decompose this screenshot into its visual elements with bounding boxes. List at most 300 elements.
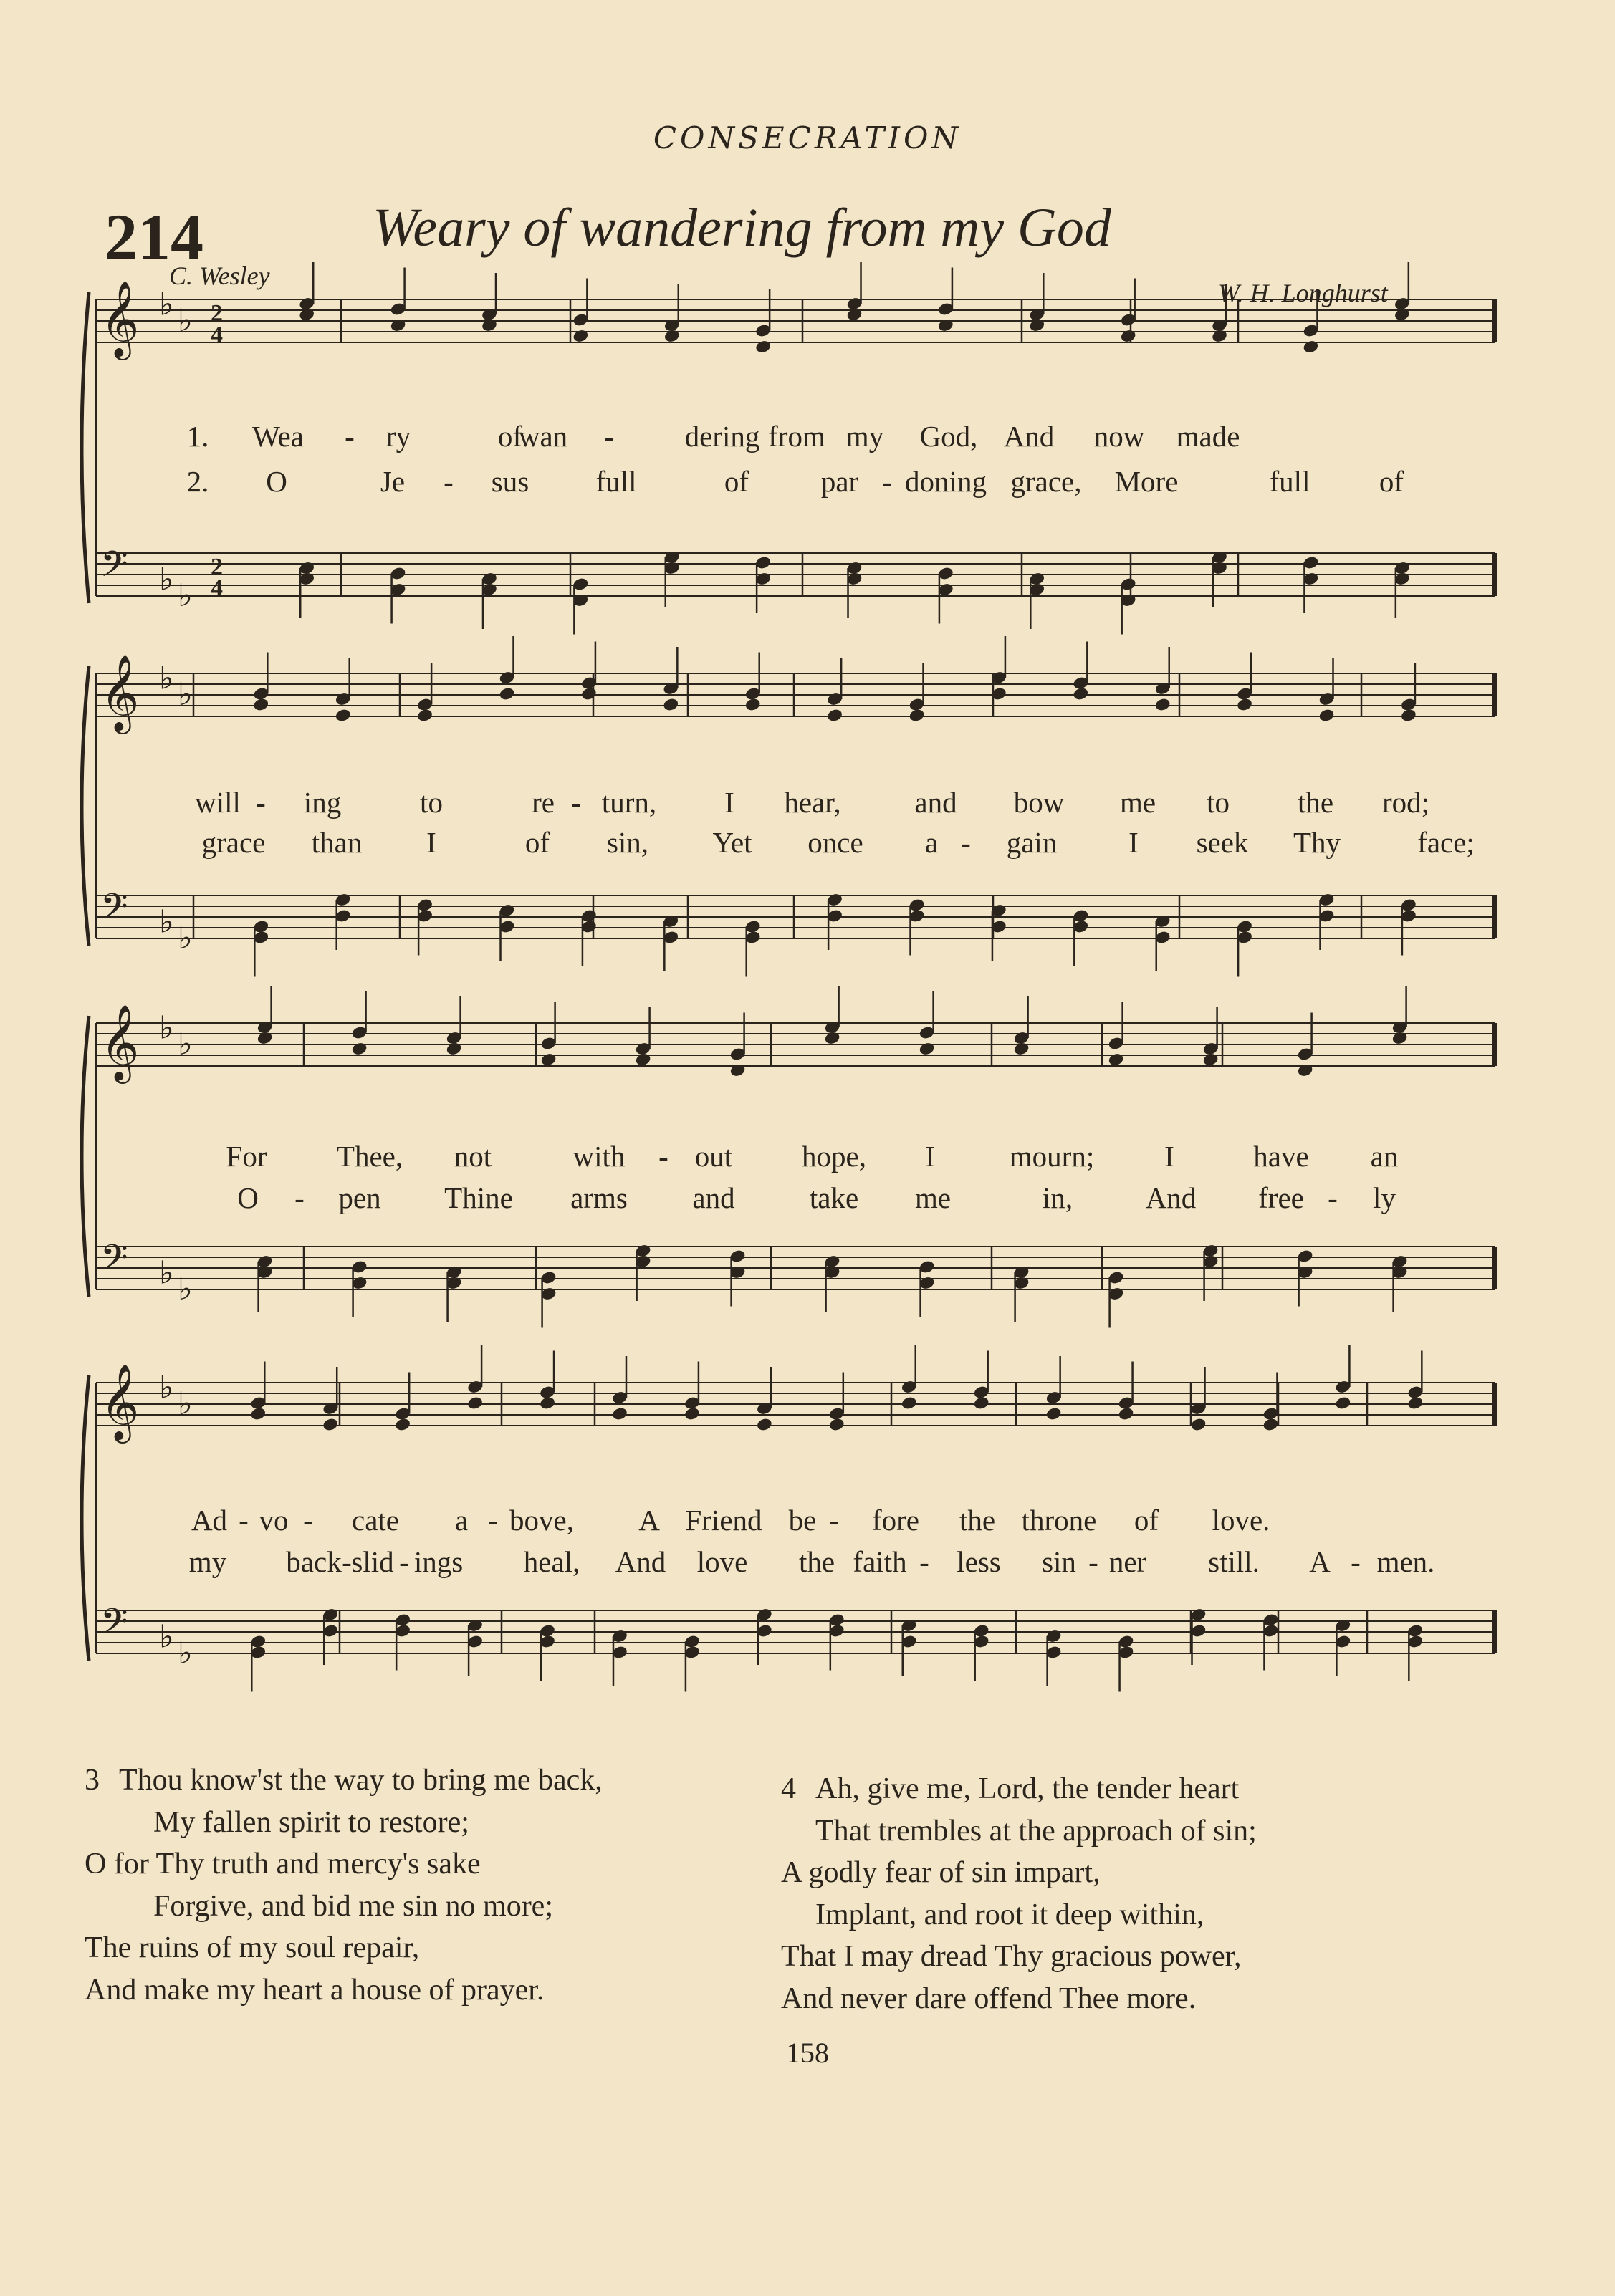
lyric-syllable: fore: [871, 1504, 920, 1537]
note-head: [481, 307, 498, 322]
lyric-syllable: 2.: [186, 465, 209, 498]
lyric-syllable: my: [188, 1545, 227, 1578]
verse-number: 3: [85, 1764, 100, 1797]
note-head: [937, 318, 954, 333]
note-head: [335, 893, 352, 908]
note-head: [828, 1613, 845, 1628]
note-head: [499, 903, 516, 918]
note-head: [828, 1406, 845, 1421]
flat-icon: ♭: [178, 1271, 193, 1307]
lyric-syllable: -: [571, 786, 581, 819]
lyric-syllable: I: [1164, 1140, 1174, 1173]
note-head: [846, 307, 863, 322]
note-head: [252, 686, 269, 701]
note-head: [1318, 908, 1336, 923]
lyric-syllable: Ad: [191, 1504, 228, 1537]
lyric-syllable: and: [914, 786, 957, 819]
note-head: [394, 1406, 411, 1421]
note-head: [1202, 1052, 1219, 1067]
lyric-syllable: of: [1134, 1504, 1159, 1537]
lyric-syllable: -: [303, 1504, 313, 1537]
lyric-syllable: me: [914, 1181, 952, 1214]
note-head: [580, 676, 598, 691]
note-head: [416, 908, 433, 923]
note-head: [973, 1385, 990, 1400]
note-head: [572, 312, 589, 327]
lyric-syllable: Thee,: [336, 1140, 403, 1173]
note-head: [919, 1276, 936, 1291]
note-head: [1202, 1042, 1219, 1057]
note-head: [1120, 577, 1137, 592]
flat-icon: ♭: [159, 1009, 174, 1047]
note-head: [824, 1031, 841, 1046]
lyric-syllable: -: [342, 1545, 352, 1578]
lyric-syllable: -: [919, 1545, 929, 1578]
system2-verse1-lyrics: [0, 785, 1615, 821]
verse-text: A godly fear of sin impart,: [781, 1856, 1101, 1889]
note-head: [252, 697, 269, 712]
lyric-syllable: me: [1119, 786, 1156, 819]
note-head: [826, 692, 843, 707]
lyric-syllable: re: [532, 786, 555, 819]
note-head: [744, 930, 762, 945]
note-head: [826, 893, 843, 908]
note-head: [1108, 1270, 1125, 1285]
note-head: [909, 908, 926, 923]
lyric-syllable: than: [311, 826, 363, 859]
lyric-syllable: seek: [1196, 826, 1249, 859]
lyric-syllable: once: [808, 826, 863, 859]
lyric-syllable: now: [1093, 420, 1145, 453]
time-signature-top: 2: [211, 554, 223, 580]
note-head: [729, 1249, 747, 1264]
verse-line: [781, 1852, 1257, 1894]
lyric-syllable: with: [572, 1140, 626, 1173]
lyric-syllable: I: [1128, 826, 1139, 859]
time-signature-bottom: 4: [211, 322, 223, 348]
note-head: [252, 919, 269, 934]
lyric-syllable: have: [1253, 1140, 1309, 1173]
note-head: [1400, 708, 1417, 723]
flat-icon: ♭: [178, 1026, 193, 1062]
verse-4: [781, 1768, 1257, 2019]
lyric-syllable: grace,: [1010, 465, 1082, 498]
verse-text: That I may dread Thy gracious power,: [781, 1940, 1242, 1973]
note-head: [390, 302, 407, 317]
note-head: [909, 898, 926, 913]
flat-icon: ♭: [178, 920, 193, 956]
lyric-syllable: mourn;: [1009, 1140, 1095, 1173]
note-head: [1318, 692, 1336, 707]
note-head: [729, 1047, 747, 1062]
lyric-syllable: And: [1145, 1181, 1197, 1214]
note-head: [756, 1608, 773, 1623]
note-head: [1211, 329, 1228, 344]
lyric-syllable: gain: [1006, 826, 1058, 859]
lyric-syllable: grace: [201, 826, 266, 859]
note-head: [351, 1276, 368, 1291]
note-head: [1236, 686, 1253, 701]
note-head: [756, 1401, 773, 1416]
note-head: [846, 572, 863, 587]
verse-text: Forgive, and bid me sin no more;: [153, 1889, 553, 1923]
lyric-syllable: -: [256, 786, 266, 819]
note-head: [1400, 908, 1417, 923]
lyric-syllable: wan: [518, 420, 568, 453]
flat-icon: ♭: [159, 1618, 174, 1656]
lyric-syllable: faith: [853, 1545, 907, 1578]
system3-verse2-lyrics: [0, 1181, 1615, 1216]
verse-line: [85, 1886, 603, 1928]
note-head: [824, 1020, 841, 1035]
note-head: [826, 908, 843, 923]
hymn-title: Weary of wandering from my God: [373, 198, 1111, 258]
note-head: [540, 1036, 557, 1051]
note-head: [756, 1623, 773, 1638]
verse-text: Implant, and root it deep within,: [815, 1898, 1204, 1931]
lyric-syllable: love: [696, 1545, 748, 1578]
note-head: [1154, 914, 1171, 929]
lyric-syllable: Je: [380, 465, 406, 498]
note-head: [1236, 697, 1253, 712]
note-head: [499, 686, 516, 701]
lyric-syllable: par: [820, 465, 859, 498]
lyric-syllable: I: [925, 1140, 935, 1173]
note-head: [466, 1396, 484, 1411]
verse-line: [781, 1936, 1257, 1978]
lyric-syllable: rod;: [1381, 786, 1430, 819]
flat-icon: ♭: [159, 903, 174, 941]
lyric-syllable: -: [444, 465, 454, 498]
lyric-syllable: made: [1176, 420, 1240, 453]
lyric-syllable: men.: [1376, 1545, 1435, 1578]
note-head: [351, 1259, 368, 1274]
lyric-syllable: Yet: [712, 826, 752, 859]
lyric-syllable: ing: [303, 786, 342, 819]
note-head: [1211, 318, 1228, 333]
note-head: [937, 302, 954, 317]
note-head: [1190, 1417, 1207, 1432]
verse-line: [781, 1810, 1257, 1853]
note-head: [663, 561, 681, 576]
verse-text: And never dare offend Thee more.: [781, 1982, 1197, 2015]
verse-text: That trembles at the approach of sin;: [815, 1814, 1257, 1848]
note-head: [446, 1042, 463, 1057]
verse-line: [85, 1927, 603, 1969]
system4-verse2-lyrics: [0, 1545, 1615, 1580]
note-head: [1318, 893, 1336, 908]
note-head: [684, 1634, 701, 1649]
bass-clef-icon: 𝄢: [100, 544, 128, 594]
note-head: [390, 582, 407, 597]
flat-icon: ♭: [159, 286, 174, 323]
note-head: [1072, 676, 1089, 691]
note-head: [572, 593, 589, 608]
lyric-syllable: bow: [1013, 786, 1065, 819]
lyric-syllable: ings: [413, 1545, 464, 1578]
time-signature-bottom: 4: [211, 575, 223, 602]
lyric-syllable: from: [768, 420, 825, 453]
note-head: [1108, 1052, 1125, 1067]
note-head: [1028, 318, 1045, 333]
note-head: [1297, 1249, 1314, 1264]
hymn-number: 214: [105, 201, 203, 274]
verse-line: [85, 1759, 603, 1802]
note-head: [1120, 329, 1137, 344]
note-head: [990, 919, 1007, 934]
note-head: [1202, 1254, 1219, 1269]
note-head: [499, 671, 516, 686]
note-head: [1154, 681, 1171, 696]
lyric-syllable: ner: [1108, 1545, 1147, 1578]
lyric-syllable: More: [1114, 465, 1179, 498]
note-head: [846, 561, 863, 576]
note-head: [611, 1645, 628, 1660]
note-head: [611, 1390, 628, 1406]
note-head: [1394, 561, 1411, 576]
note-head: [390, 566, 407, 581]
note-head: [1028, 582, 1045, 597]
note-head: [539, 1623, 556, 1638]
verse-text: The ruins of my soul repair,: [85, 1931, 420, 1964]
system1-verse2-lyrics: [0, 464, 1615, 500]
lyric-syllable: full: [595, 465, 637, 498]
note-head: [540, 1270, 557, 1285]
note-head: [1302, 323, 1319, 338]
flat-icon: ♭: [178, 302, 193, 339]
note-head: [335, 692, 352, 707]
note-head: [298, 297, 315, 312]
lyric-syllable: -: [488, 1504, 498, 1537]
note-head: [1118, 1645, 1135, 1660]
lyric-syllable: -: [1328, 1181, 1338, 1214]
lyric-syllable: -: [1351, 1545, 1361, 1578]
note-head: [1013, 1042, 1030, 1057]
flat-icon: ♭: [159, 660, 174, 697]
note-head: [611, 1406, 628, 1421]
lyric-syllable: of: [1379, 465, 1404, 498]
note-head: [394, 1613, 411, 1628]
lyric-syllable: of: [524, 826, 550, 859]
time-signature-top: 2: [211, 300, 223, 327]
note-head: [1154, 697, 1171, 712]
system1-verse1-lyrics: [0, 419, 1615, 455]
lyric-syllable: a: [454, 1504, 469, 1537]
note-head: [1391, 1031, 1409, 1046]
note-head: [909, 697, 926, 712]
note-head: [1391, 1254, 1409, 1269]
note-head: [481, 572, 498, 587]
verse-text: Ah, give me, Lord, the tender heart: [815, 1772, 1240, 1805]
note-head: [937, 566, 954, 581]
note-head: [919, 1025, 936, 1040]
note-head: [1334, 1634, 1351, 1649]
note-head: [754, 572, 772, 587]
note-head: [635, 1052, 652, 1067]
note-head: [754, 323, 772, 338]
lyric-syllable: will: [195, 786, 241, 819]
note-head: [1297, 1265, 1314, 1280]
note-head: [1262, 1417, 1279, 1432]
lyric-syllable: And: [1003, 420, 1055, 453]
lyric-syllable: heal,: [523, 1545, 580, 1578]
lyric-syllable: A: [638, 1504, 660, 1537]
lyric-syllable: a: [924, 826, 939, 859]
note-head: [662, 681, 679, 696]
note-head: [1302, 340, 1319, 355]
note-head: [572, 577, 589, 592]
lyric-syllable: arms: [570, 1181, 628, 1214]
note-head: [1072, 908, 1089, 923]
note-head: [466, 1634, 484, 1649]
note-head: [744, 697, 762, 712]
note-head: [335, 708, 352, 723]
note-head: [1406, 1396, 1424, 1411]
note-head: [663, 329, 681, 344]
note-head: [539, 1385, 556, 1400]
note-head: [1302, 555, 1319, 570]
note-head: [909, 708, 926, 723]
note-head: [1013, 1276, 1030, 1291]
note-head: [901, 1634, 918, 1649]
lyric-syllable: free: [1258, 1181, 1304, 1214]
note-head: [1334, 1618, 1351, 1633]
note-head: [1045, 1406, 1063, 1421]
note-head: [1400, 898, 1417, 913]
note-head: [1394, 307, 1411, 322]
note-head: [663, 550, 681, 565]
note-head: [351, 1025, 368, 1040]
lyric-syllable: sin: [1042, 1545, 1076, 1578]
note-head: [572, 329, 589, 344]
lyric-syllable: -: [604, 420, 614, 453]
note-head: [662, 930, 679, 945]
note-head: [826, 708, 843, 723]
lyric-syllable: -: [399, 1545, 409, 1578]
note-head: [446, 1265, 463, 1280]
lyric-syllable: not: [454, 1140, 492, 1173]
note-head: [1108, 1287, 1125, 1302]
note-head: [1394, 297, 1411, 312]
note-head: [1190, 1608, 1207, 1623]
note-head: [481, 582, 498, 597]
lyric-syllable: Thine: [444, 1181, 513, 1214]
note-head: [1211, 561, 1228, 576]
note-head: [1118, 1406, 1135, 1421]
section-heading: CONSECRATION: [653, 120, 962, 155]
note-head: [684, 1396, 701, 1411]
note-head: [663, 318, 681, 333]
note-head: [919, 1259, 936, 1274]
note-head: [499, 919, 516, 934]
lyric-syllable: bove,: [509, 1504, 574, 1537]
note-head: [580, 919, 598, 934]
note-head: [919, 1042, 936, 1057]
note-head: [351, 1042, 368, 1057]
note-head: [580, 686, 598, 701]
bass-clef-icon: 𝄢: [100, 1601, 128, 1651]
lyric-syllable: back: [286, 1545, 342, 1578]
treble-clef-icon: 𝄞: [100, 654, 140, 731]
note-head: [901, 1618, 918, 1633]
lyric-syllable: the: [798, 1545, 835, 1578]
lyric-syllable: A: [1309, 1545, 1331, 1578]
note-head: [466, 1380, 484, 1395]
verse-text: Thou know'st the way to bring me back,: [119, 1764, 603, 1797]
lyric-syllable: the: [959, 1504, 996, 1537]
note-head: [1120, 312, 1137, 327]
note-head: [1190, 1401, 1207, 1416]
note-head: [744, 919, 762, 934]
note-head: [824, 1265, 841, 1280]
lyric-syllable: sus: [491, 465, 529, 498]
note-head: [1262, 1623, 1279, 1638]
note-head: [901, 1380, 918, 1395]
note-head: [973, 1623, 990, 1638]
note-head: [1262, 1613, 1279, 1628]
lyric-syllable: Thy: [1293, 826, 1341, 859]
flat-icon: ♭: [178, 1635, 193, 1671]
lyric-syllable: ry: [385, 420, 411, 453]
note-head: [1013, 1265, 1030, 1280]
note-head: [611, 1629, 628, 1644]
verse-line: [85, 1802, 603, 1844]
note-head: [1394, 572, 1411, 587]
note-head: [635, 1042, 652, 1057]
note-head: [481, 318, 498, 333]
lyric-syllable: hope,: [802, 1140, 866, 1173]
lyric-syllable: -: [345, 420, 355, 453]
note-head: [446, 1276, 463, 1291]
flat-icon: ♭: [159, 561, 174, 598]
note-head: [580, 908, 598, 923]
lyric-syllable: O: [237, 1181, 259, 1214]
note-head: [1236, 919, 1253, 934]
lyric-syllable: out: [694, 1140, 733, 1173]
note-head: [1108, 1036, 1125, 1051]
note-head: [754, 340, 772, 355]
lyric-syllable: of: [724, 465, 749, 498]
note-head: [252, 930, 269, 945]
verse-line: [781, 1894, 1257, 1936]
note-head: [1028, 572, 1045, 587]
note-head: [684, 1645, 701, 1660]
lyric-syllable: still.: [1208, 1545, 1260, 1578]
lyric-syllable: -: [658, 1140, 668, 1173]
system2-verse2-lyrics: [0, 825, 1615, 861]
lyric-syllable: For: [226, 1140, 267, 1173]
lyric-syllable: vo: [259, 1504, 289, 1537]
note-head: [754, 555, 772, 570]
note-head: [1118, 1396, 1135, 1411]
system3-verse1-lyrics: [0, 1139, 1615, 1175]
note-head: [973, 1396, 990, 1411]
note-head: [1028, 307, 1045, 322]
note-head: [249, 1396, 267, 1411]
lyric-syllable: -: [882, 465, 892, 498]
lyric-syllable: sin,: [606, 826, 649, 859]
verse-line: [85, 1969, 603, 2012]
lyric-syllable: I: [724, 786, 734, 819]
note-head: [744, 686, 762, 701]
flat-icon: ♭: [178, 676, 193, 713]
note-head: [756, 1417, 773, 1432]
treble-clef-icon: 𝄞: [100, 280, 140, 357]
note-head: [1045, 1645, 1063, 1660]
note-head: [539, 1396, 556, 1411]
lyric-syllable: Friend: [685, 1504, 762, 1537]
lyric-syllable: face;: [1417, 826, 1475, 859]
